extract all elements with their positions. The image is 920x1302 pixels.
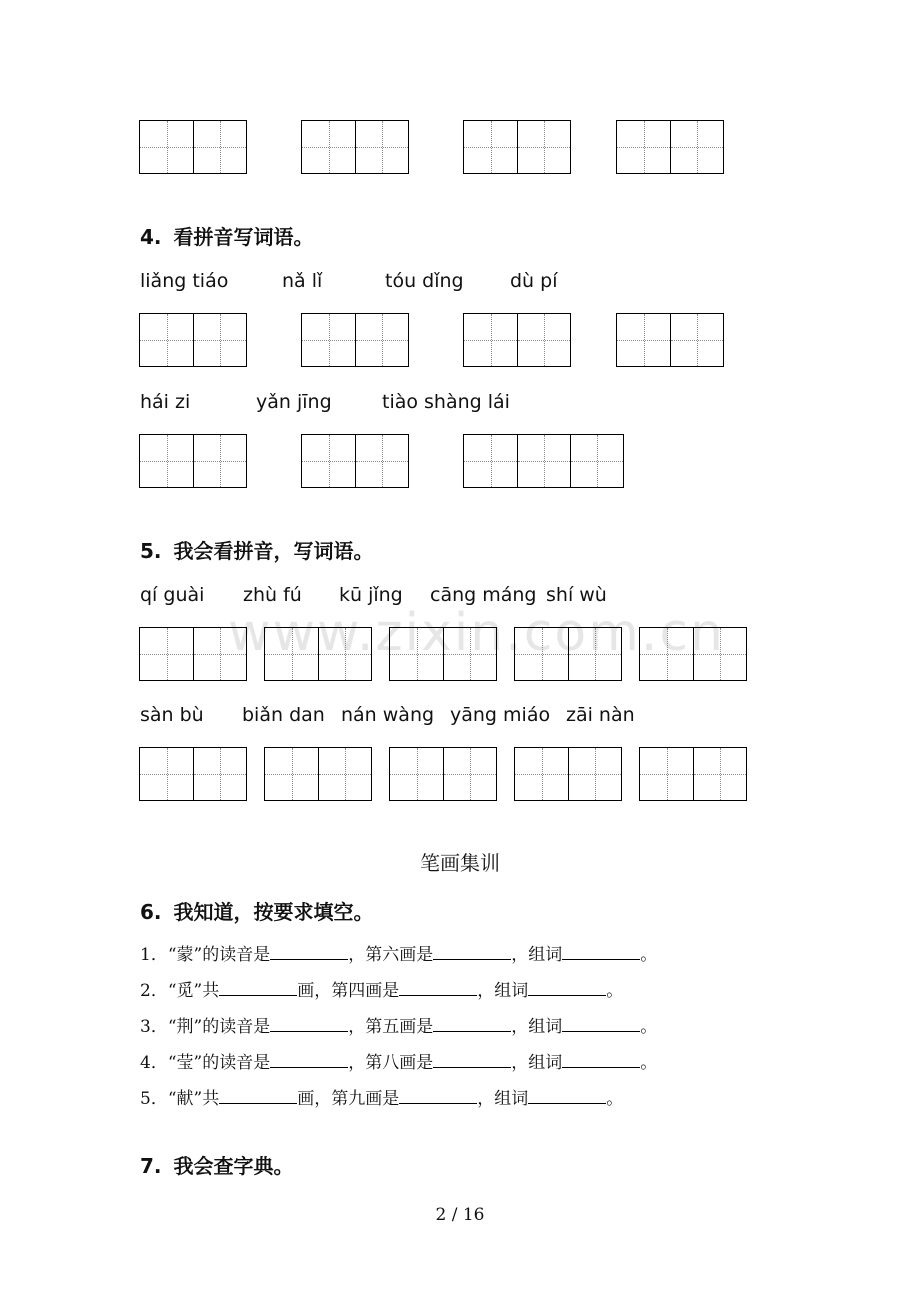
fill-question-2 <box>140 976 623 1001</box>
fill-question-5 <box>140 1084 623 1109</box>
pinyin-label: liǎng tiáo <box>140 270 229 292</box>
section-title: 我会看拼音，写词语。 <box>173 539 374 563</box>
answer-blank[interactable] <box>433 1053 511 1068</box>
writing-grid[interactable] <box>389 747 497 801</box>
writing-grid[interactable] <box>139 627 247 681</box>
page-number: 2 / 16 <box>435 1205 485 1225</box>
answer-blank[interactable] <box>562 1017 640 1032</box>
writing-grid[interactable] <box>301 313 409 367</box>
watermark: www.zixin.com.cn <box>228 603 725 663</box>
question-text: ，组词 <box>477 981 529 1001</box>
writing-grid[interactable] <box>463 120 571 174</box>
writing-grid[interactable] <box>463 434 624 488</box>
pinyin-label: tiào shàng lái <box>382 391 510 413</box>
answer-blank[interactable] <box>562 1053 640 1068</box>
pinyin-label: nǎ lǐ <box>282 270 323 292</box>
question-text: ，组词 <box>511 1053 563 1073</box>
question-text: 。 <box>606 981 624 1001</box>
question-text: ，组词 <box>477 1089 529 1109</box>
pinyin-label: zhù fú <box>243 584 302 606</box>
section-number: 4. <box>140 225 162 249</box>
writing-grid[interactable] <box>264 627 372 681</box>
pinyin-label: nán wàng <box>341 704 435 726</box>
answer-blank[interactable] <box>399 1089 477 1104</box>
question-text: 。 <box>606 1089 624 1109</box>
question-text: 。 <box>640 1017 658 1037</box>
answer-blank[interactable] <box>270 1017 348 1032</box>
question-number: 2． <box>140 981 168 1001</box>
writing-grid[interactable] <box>139 747 247 801</box>
pinyin-label: biǎn dan <box>242 704 325 726</box>
section-7-heading <box>140 1150 294 1179</box>
pinyin-label: cāng máng <box>430 584 537 606</box>
question-text: “荆”的读音是 <box>167 1017 271 1037</box>
answer-blank[interactable] <box>562 945 640 960</box>
question-text: “献”共 <box>167 1089 220 1109</box>
section-title: 我会查字典。 <box>173 1154 294 1178</box>
question-number: 5． <box>140 1089 168 1109</box>
pinyin-label: hái zi <box>140 391 191 413</box>
section-title: 我知道，按要求填空。 <box>173 900 374 924</box>
pinyin-label: qí guài <box>140 584 205 606</box>
writing-grid[interactable] <box>463 313 571 367</box>
pinyin-label: sàn bù <box>140 704 204 726</box>
writing-grid[interactable] <box>301 120 409 174</box>
pinyin-label: tóu dǐng <box>385 270 464 292</box>
section-5-heading <box>140 535 374 564</box>
writing-grid[interactable] <box>639 627 747 681</box>
pinyin-label: kū jǐng <box>339 584 403 606</box>
section-title: 看拼音写词语。 <box>173 225 314 249</box>
pinyin-label: shí wù <box>546 584 607 606</box>
question-text: “莹”的读音是 <box>167 1053 271 1073</box>
answer-blank[interactable] <box>433 945 511 960</box>
fill-question-4 <box>140 1048 657 1073</box>
writing-grid[interactable] <box>514 747 622 801</box>
question-text: 画，第四画是 <box>297 981 400 1001</box>
writing-grid[interactable] <box>389 627 497 681</box>
answer-blank[interactable] <box>528 981 606 996</box>
answer-blank[interactable] <box>270 945 348 960</box>
answer-blank[interactable] <box>433 1017 511 1032</box>
answer-blank[interactable] <box>219 981 297 996</box>
writing-grid[interactable] <box>639 747 747 801</box>
question-text: ，第六画是 <box>348 945 434 965</box>
pinyin-label: dù pí <box>510 270 558 292</box>
stroke-training-title: 笔画集训 <box>420 851 500 875</box>
fill-question-1 <box>140 940 657 965</box>
answer-blank[interactable] <box>399 981 477 996</box>
question-text: 。 <box>640 945 658 965</box>
question-number: 3． <box>140 1017 168 1037</box>
writing-grid[interactable] <box>139 313 247 367</box>
fill-question-3 <box>140 1012 657 1037</box>
pinyin-label: yǎn jīng <box>256 391 332 413</box>
question-text: ，组词 <box>511 1017 563 1037</box>
writing-grid[interactable] <box>139 434 247 488</box>
pinyin-label: zāi nàn <box>566 704 635 726</box>
pinyin-label: yāng miáo <box>450 704 551 726</box>
section-4-heading <box>140 221 314 250</box>
section-6-heading <box>140 896 374 925</box>
writing-grid[interactable] <box>264 747 372 801</box>
writing-grid[interactable] <box>616 313 724 367</box>
question-number: 1． <box>140 945 168 965</box>
writing-grid[interactable] <box>514 627 622 681</box>
question-text: “蒙”的读音是 <box>167 945 271 965</box>
section-number: 6. <box>140 900 162 924</box>
section-number: 5. <box>140 539 162 563</box>
question-text: ，组词 <box>511 945 563 965</box>
question-text: “觅”共 <box>167 981 220 1001</box>
question-text: ，第五画是 <box>348 1017 434 1037</box>
answer-blank[interactable] <box>219 1089 297 1104</box>
answer-blank[interactable] <box>528 1089 606 1104</box>
question-number: 4． <box>140 1053 168 1073</box>
writing-grid[interactable] <box>616 120 724 174</box>
writing-grid[interactable] <box>139 120 247 174</box>
answer-blank[interactable] <box>270 1053 348 1068</box>
writing-grid[interactable] <box>301 434 409 488</box>
question-text: 。 <box>640 1053 658 1073</box>
question-text: 画，第九画是 <box>297 1089 400 1109</box>
question-text: ，第八画是 <box>348 1053 434 1073</box>
section-number: 7. <box>140 1154 162 1178</box>
